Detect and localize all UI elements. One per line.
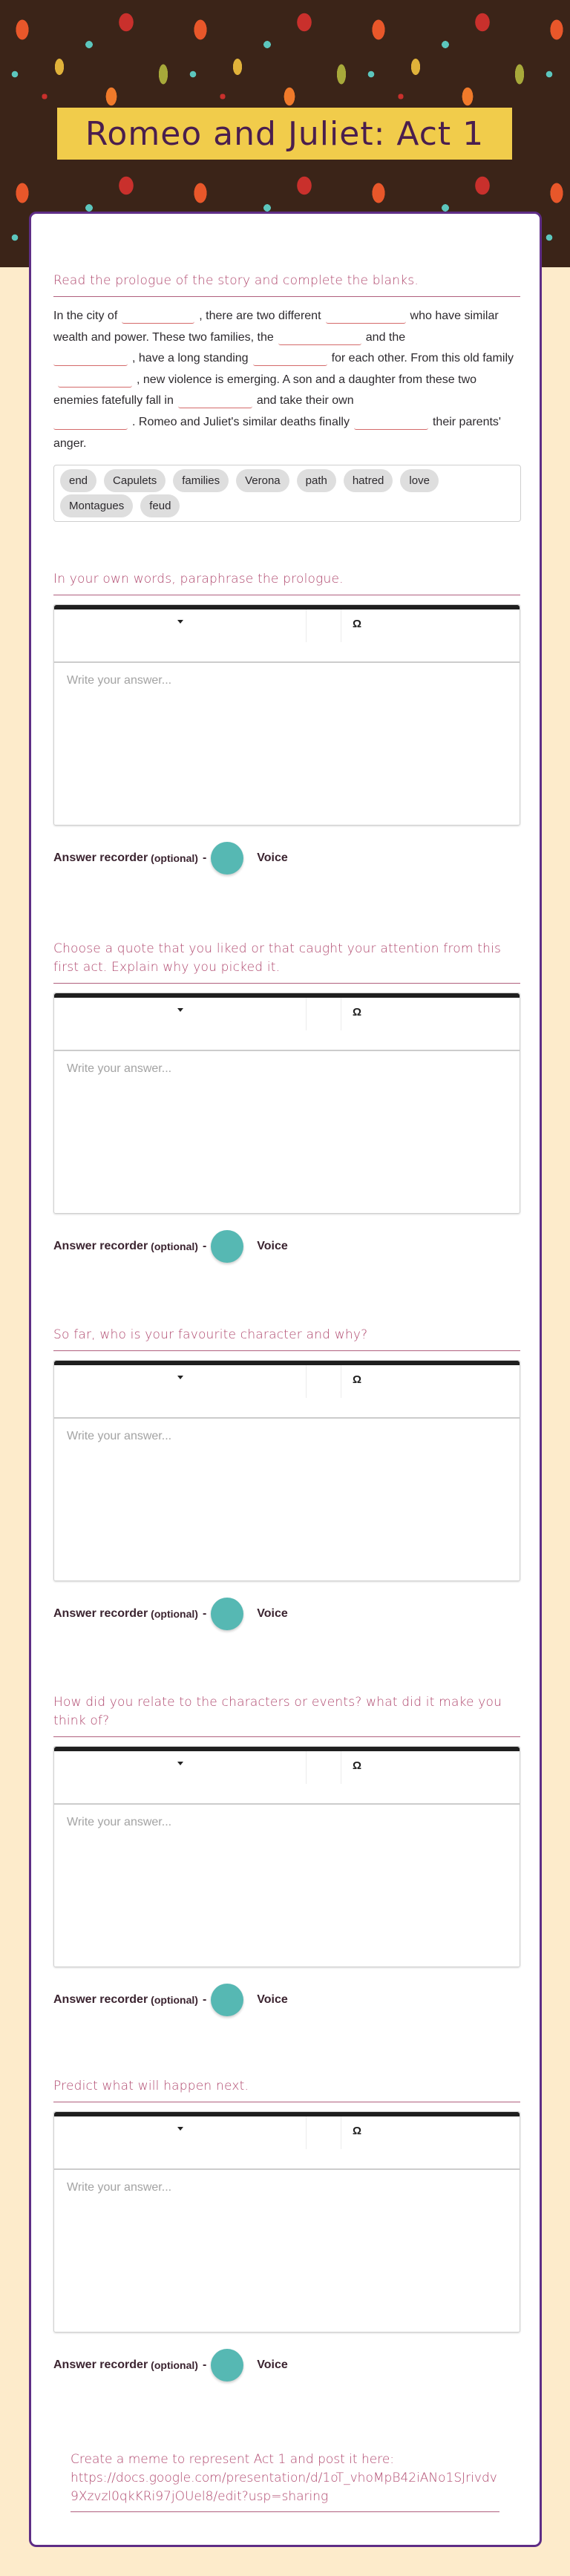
prologue-segment: , have a long standing <box>132 352 249 365</box>
voice-record-button[interactable] <box>211 2349 243 2382</box>
prologue-segment: who have similar wealth and power. These two families, the <box>53 310 499 344</box>
recorder-optional: (optional) <box>151 1994 198 2006</box>
caret-down-icon <box>177 1376 183 1379</box>
special-characters-button[interactable] <box>341 609 361 661</box>
page-title: Romeo and Juliet: Act 1 <box>85 114 485 153</box>
blank-9[interactable] <box>354 416 428 430</box>
prologue-segment: and take their own <box>256 394 354 408</box>
format-dropdown[interactable] <box>54 2116 307 2149</box>
caret-down-icon <box>177 2127 183 2131</box>
recorder-optional: (optional) <box>151 1240 198 1252</box>
format-dropdown[interactable] <box>54 1751 307 1784</box>
recorder-dash: - <box>202 1607 207 1620</box>
answer-editor <box>53 2111 520 2333</box>
format-dropdown[interactable] <box>54 1365 307 1398</box>
blank-6[interactable] <box>58 374 132 388</box>
caret-down-icon <box>177 1008 183 1012</box>
blank-8[interactable] <box>53 416 128 430</box>
prologue-section <box>53 272 520 522</box>
question-prompt: Choose a quote that you liked or that caught your attention from this first act. Explain why you picked it. <box>53 940 520 984</box>
recorder-optional: (optional) <box>151 1608 198 1620</box>
answer-recorder <box>53 1598 520 1630</box>
prologue-instruction: Read the prologue of the story and complete the blanks. <box>53 272 520 297</box>
recorder-label: Answer recorder <box>53 1993 148 2006</box>
voice-label: Voice <box>257 1240 288 1252</box>
blank-1[interactable] <box>122 310 194 324</box>
special-characters-button[interactable] <box>341 1365 361 1417</box>
blank-7[interactable] <box>178 395 252 408</box>
meme-link[interactable]: https://docs.google.com/presentation/d/1oT_vhoMpB42iANo1SJrivdv9Xzvzl0qkKRi97jOUel8/edit?usp=sharing <box>71 2471 497 2504</box>
question-3 <box>53 1326 520 1630</box>
recorder-dash: - <box>202 2358 207 2371</box>
meme-prompt <box>71 2451 499 2512</box>
word-chip[interactable]: love <box>400 469 439 492</box>
question-2 <box>53 940 520 1263</box>
format-dropdown[interactable] <box>54 609 307 642</box>
format-dropdown[interactable] <box>54 998 307 1030</box>
prologue-segment: In the city of <box>53 310 118 322</box>
word-bank <box>53 465 521 522</box>
meme-text: Create a meme to represent Act 1 and post it here: <box>71 2452 395 2467</box>
caret-down-icon <box>177 620 183 624</box>
voice-label: Voice <box>257 851 288 864</box>
voice-record-button[interactable] <box>211 1598 243 1630</box>
question-prompt: Predict what will happen next. <box>53 2077 520 2102</box>
omega-icon: Ω <box>353 1006 362 1019</box>
prologue-segment: , there are two different <box>199 310 321 322</box>
word-chip[interactable]: Capulets <box>104 469 166 492</box>
question-5 <box>53 2077 520 2382</box>
special-characters-button[interactable] <box>341 998 361 1050</box>
recorder-label: Answer recorder <box>53 2358 148 2371</box>
blank-2[interactable] <box>326 310 406 324</box>
answer-editor <box>53 1360 520 1581</box>
word-chip[interactable]: Montagues <box>60 494 133 517</box>
prologue-text <box>53 306 520 454</box>
omega-icon: Ω <box>353 2125 362 2137</box>
editor-toolbar <box>54 993 520 1051</box>
answer-textarea[interactable]: Write your answer... <box>67 1430 172 1442</box>
answer-editor <box>53 993 520 1214</box>
answer-editor <box>53 1746 520 1967</box>
answer-editor <box>53 604 520 826</box>
special-characters-button[interactable] <box>341 2116 361 2168</box>
voice-label: Voice <box>257 1607 288 1620</box>
blank-3[interactable] <box>278 332 361 345</box>
word-chip[interactable]: families <box>173 469 229 492</box>
word-chip[interactable]: end <box>60 469 96 492</box>
answer-textarea[interactable]: Write your answer... <box>67 674 172 687</box>
voice-record-button[interactable] <box>211 842 243 875</box>
prologue-segment: . Romeo and Juliet's similar deaths finally <box>132 415 350 428</box>
word-chip[interactable]: path <box>297 469 336 492</box>
answer-recorder <box>53 1984 520 2016</box>
toolbar-button[interactable] <box>307 609 341 642</box>
recorder-label: Answer recorder <box>53 851 148 864</box>
answer-recorder <box>53 842 520 875</box>
toolbar-button[interactable] <box>307 998 341 1030</box>
question-prompt: How did you relate to the characters or events? what did it make you think of? <box>53 1693 520 1737</box>
toolbar-button[interactable] <box>307 1365 341 1398</box>
title-box <box>57 108 512 160</box>
answer-recorder <box>53 2349 520 2382</box>
voice-record-button[interactable] <box>211 1984 243 2016</box>
question-prompt: In your own words, paraphrase the prologue. <box>53 570 520 595</box>
recorder-dash: - <box>202 1993 207 2006</box>
question-4 <box>53 1693 520 2016</box>
prologue-segment: and the <box>365 330 406 344</box>
voice-label: Voice <box>257 1993 288 2006</box>
recorder-dash: - <box>202 851 207 864</box>
prologue-segment: their parents' anger. <box>53 415 501 450</box>
omega-icon: Ω <box>353 618 362 630</box>
toolbar-button[interactable] <box>307 1751 341 1784</box>
special-characters-button[interactable] <box>341 1751 361 1803</box>
worksheet-card <box>29 212 542 2547</box>
voice-label: Voice <box>257 2358 288 2371</box>
omega-icon: Ω <box>353 1373 362 1386</box>
word-chip[interactable]: hatred <box>344 469 393 492</box>
prologue-segment: for each other. From this old family <box>331 352 514 365</box>
recorder-optional: (optional) <box>151 852 198 864</box>
word-chip[interactable]: Verona <box>236 469 289 492</box>
recorder-dash: - <box>202 1240 207 1252</box>
recorder-label: Answer recorder <box>53 1240 148 1252</box>
editor-toolbar <box>54 2112 520 2170</box>
question-prompt: So far, who is your favourite character and why? <box>53 1326 520 1351</box>
blank-5[interactable] <box>253 353 327 366</box>
omega-icon: Ω <box>353 1759 362 1772</box>
answer-textarea[interactable]: Write your answer... <box>67 1062 172 1075</box>
editor-toolbar <box>54 1747 520 1805</box>
recorder-label: Answer recorder <box>53 1607 148 1620</box>
blank-4[interactable] <box>53 353 128 366</box>
voice-record-button[interactable] <box>211 1230 243 1263</box>
caret-down-icon <box>177 1762 183 1765</box>
answer-recorder <box>53 1230 520 1263</box>
prologue-segment: , new violence is emerging. A son and a daughter from these two enemies fatefully fall in <box>53 373 477 408</box>
question-1 <box>53 570 520 875</box>
answer-textarea[interactable]: Write your answer... <box>67 2181 172 2194</box>
editor-toolbar <box>54 605 520 663</box>
answer-textarea[interactable]: Write your answer... <box>67 1816 172 1828</box>
toolbar-button[interactable] <box>307 2116 341 2149</box>
editor-toolbar <box>54 1361 520 1419</box>
word-chip[interactable]: feud <box>140 494 180 517</box>
recorder-optional: (optional) <box>151 2359 198 2371</box>
